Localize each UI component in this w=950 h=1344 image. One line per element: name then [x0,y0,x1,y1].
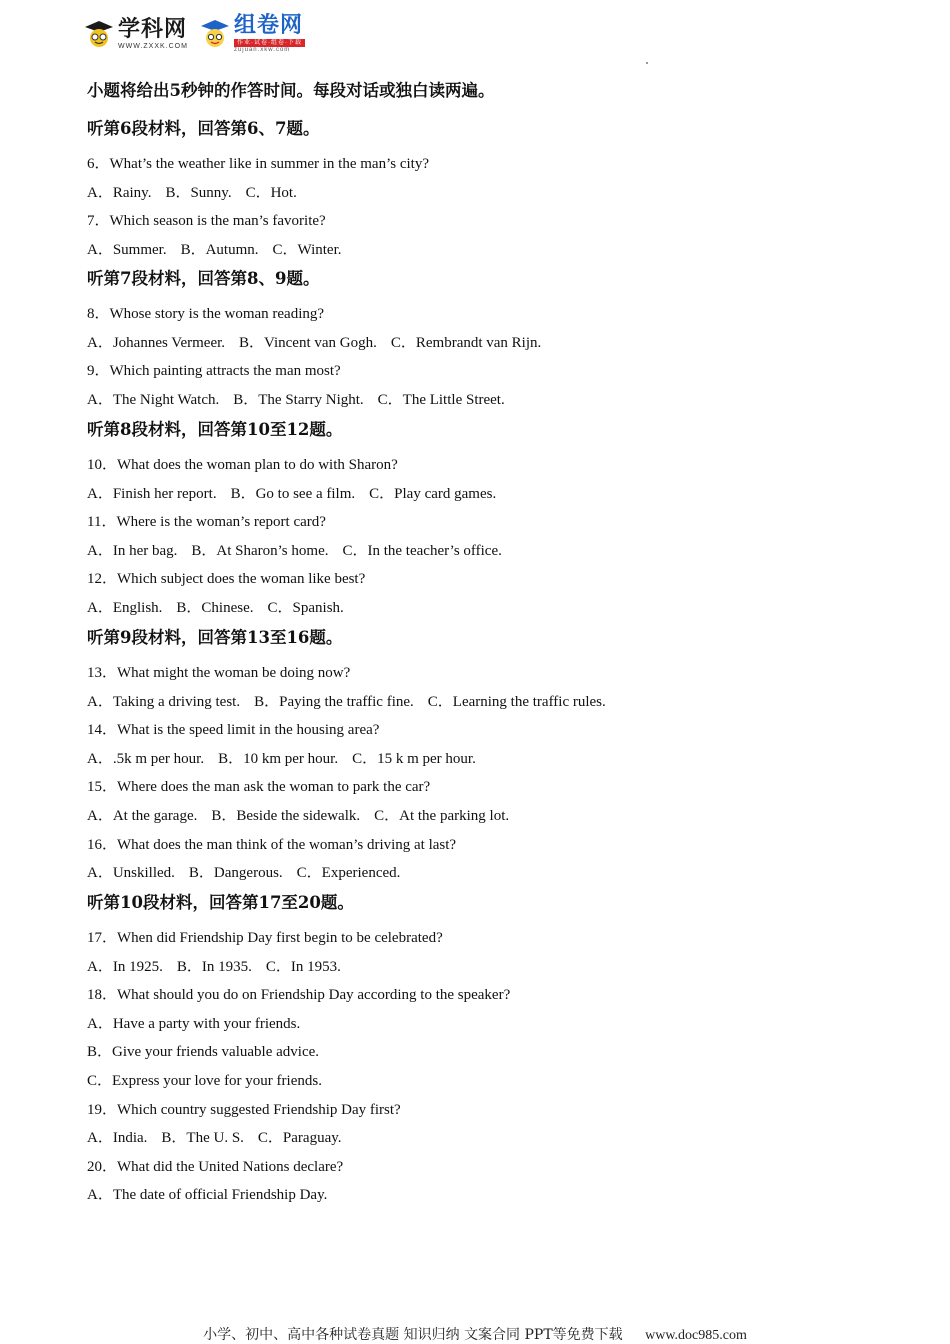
answer-option[interactable]: C．Spanish. [267,600,344,616]
answer-option[interactable]: B．The U. S. [161,1130,244,1147]
answer-option[interactable]: B．Paying the traffic fine. [254,693,414,710]
stray-dot [646,62,648,64]
answer-option[interactable]: A．The date of official Friendship Day. [87,1187,328,1204]
answer-option[interactable]: A．Johannes Vermeer. [87,334,226,351]
question-text: 11．Where is the woman’s report card? [87,514,326,531]
answer-option[interactable]: A．Unskilled. [87,865,175,882]
question-text: 14．What is the speed limit in the housing area? [87,722,380,739]
answer-option[interactable]: C．In 1953. [265,958,341,975]
question-text: 7．Which season is the man’s favorite? [87,213,326,230]
answer-option[interactable]: B．At Sharon’s home. [191,542,329,559]
answer-option[interactable]: B．Give your friends valuable advice. [87,1044,320,1061]
answer-option[interactable]: B．Dangerous. [188,865,283,882]
question-text: 9．Which painting attracts the man most? [87,363,341,380]
answer-option[interactable]: A．In her bag. [87,542,178,559]
options-row [87,958,355,977]
answer-option[interactable]: C．In the teacher’s office. [342,542,502,559]
answer-option[interactable]: A．In 1925. [87,958,163,975]
answer-option[interactable]: A．The Night Watch. [87,391,220,408]
question-text: 19．Which country suggested Friendship Day first? [87,1101,401,1118]
answer-option[interactable]: C．Paraguay. [257,1130,342,1147]
answer-option[interactable]: B．In 1935. [176,958,252,975]
header [84,12,305,56]
logo2-sub2: zujuan.xkw.com [233,47,291,53]
options-row [87,184,311,203]
answer-option[interactable]: A．At the garage. [87,808,198,824]
answer-option[interactable]: C．Winter. [272,241,342,258]
answer-option[interactable]: B．Autumn. [180,241,259,258]
footer [0,1324,950,1344]
intro-line: 小题将给出5秒钟的作答时间。每段对话或独白读两遍。 [87,81,495,100]
section-heading: 听第7段材料，回答第8、9题。 [87,269,320,288]
section-heading: 听第6段材料，回答第6、7题。 [87,119,320,138]
footer-url[interactable]: www.doc985.com [645,1328,747,1343]
answer-option[interactable]: C．15 k m per hour. [352,750,476,767]
question-text: 17．When did Friendship Day first begin to be celebrated? [87,930,443,946]
answer-option[interactable]: A．India. [87,1130,148,1147]
answer-option[interactable]: C．The Little Street. [377,391,505,408]
options-row [87,693,620,712]
options-row [87,241,356,260]
question-text: 6．What’s the weather like in summer in the man’s city? [87,156,429,172]
answer-option[interactable]: B．10 km per hour. [218,750,339,767]
options-row [87,599,358,618]
question-text: 8．Whose story is the woman reading? [87,306,325,322]
question-text: 13．What might the woman be doing now? [87,665,351,681]
answer-option[interactable]: C．Experienced. [296,865,401,882]
options-row [87,750,490,769]
mascot-icon [84,19,114,49]
answer-option[interactable]: A．Rainy. [87,184,152,201]
answer-option[interactable]: B．Chinese. [176,600,254,616]
logo2-sub: 作业·试卷·组卷·下载 [234,39,305,47]
options-row [87,542,516,561]
section-heading: 听第8段材料，回答第10至12题。 [87,420,343,439]
question-text: 15．Where does the man ask the woman to park the car? [87,779,431,796]
options-row [87,807,523,826]
answer-option[interactable]: A．Taking a driving test. [87,693,241,710]
question-text: 12．Which subject does the woman like best? [87,571,366,588]
answer-option[interactable]: A．Have a party with your friends. [87,1015,301,1032]
answer-option[interactable]: C．Learning the traffic rules. [427,693,606,710]
answer-option[interactable]: C．Play card games. [369,485,497,502]
answer-option[interactable]: C．Hot. [245,184,297,201]
options-row [87,864,414,883]
answer-option[interactable]: B．Vincent van Gogh. [239,334,377,351]
answer-option[interactable]: A．Summer. [87,241,167,258]
answer-option[interactable]: B．Go to see a film. [230,485,356,502]
answer-option[interactable]: B．The Starry Night. [233,391,364,408]
answer-option[interactable]: C．Express your love for your friends. [87,1073,322,1089]
question-text: 18．What should you do on Friendship Day according to the speaker? [87,987,511,1004]
logo2-text: 组卷网 [233,13,303,38]
xuekewang-logo[interactable] [84,16,188,50]
logo1-text: 学科网 [118,16,188,42]
options-row [87,334,555,353]
section-heading: 听第9段材料，回答第13至16题。 [87,628,343,647]
student-mascot-icon [200,19,230,49]
question-text: 16．What does the man think of the woman’s driving at last? [87,836,457,853]
logo1-sub: WWW.ZXXK.COM [118,42,188,50]
footer-text: 小学、初中、高中各种试卷真题 知识归纳 文案合同 PPT等免费下载 [203,1327,623,1343]
options-row [87,391,519,410]
question-text: 10．What does the woman plan to do with Sharon? [87,457,398,473]
options-row [87,1129,356,1148]
options-row [87,485,510,504]
answer-option[interactable]: B．Sunny. [165,184,232,201]
zujuanwang-logo[interactable] [200,15,305,53]
answer-option[interactable]: C．At the parking lot. [374,808,510,824]
answer-option[interactable]: B．Beside the sidewalk. [211,808,361,824]
answer-option[interactable]: A．English. [87,600,163,616]
answer-option[interactable]: A．Finish her report. [87,485,217,502]
section-heading: 听第10段材料，回答第17至20题。 [87,893,354,912]
answer-option[interactable]: C．Rembrandt van Rijn. [390,334,542,351]
question-text: 20．What did the United Nations declare? [87,1158,344,1175]
answer-option[interactable]: A．.5k m per hour. [87,750,205,767]
